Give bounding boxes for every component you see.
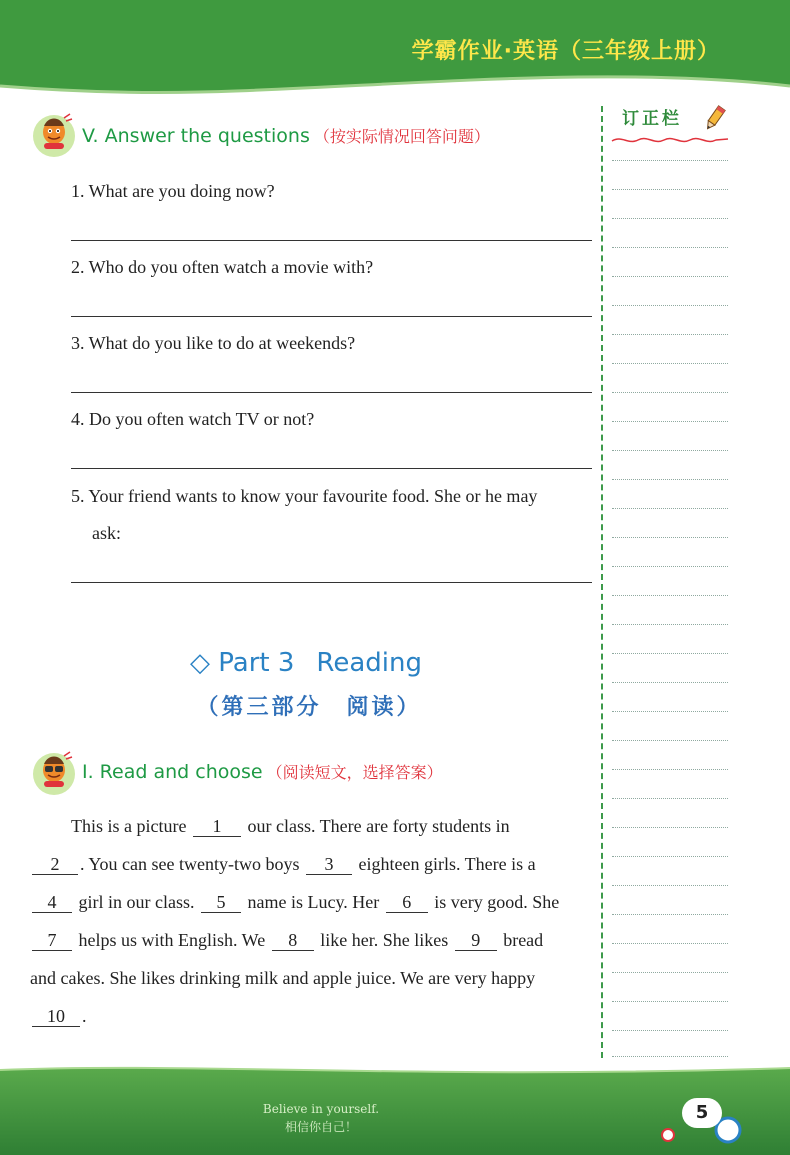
question-2: 2. Who do you often watch a movie with? (71, 257, 374, 277)
header-band (0, 0, 790, 100)
correction-line (612, 479, 728, 480)
correction-line (612, 653, 728, 654)
correction-line (612, 914, 728, 915)
part-3-subtitle: （第三部分 阅读） (196, 694, 422, 720)
correction-line (612, 363, 728, 364)
correction-line (612, 943, 728, 944)
correction-lines (612, 160, 728, 1060)
passage-line-1 (71, 816, 510, 837)
passage-line-4 (30, 930, 543, 951)
correction-line (612, 972, 728, 973)
question-1: 1. What are you doing now? (71, 181, 275, 201)
question-5: 5. Your friend wants to know your favourite food. She or he may (71, 486, 538, 506)
answer-line-5[interactable] (71, 582, 592, 583)
correction-line (612, 392, 728, 393)
answer-line-4[interactable] (71, 468, 592, 469)
correction-line (612, 624, 728, 625)
passage-text: bread (503, 930, 544, 950)
passage-text: This is a picture (71, 816, 187, 836)
footer-band (0, 1062, 790, 1155)
correction-line (612, 798, 728, 799)
correction-line (612, 276, 728, 277)
part-3-name: Reading (316, 648, 422, 678)
question-4: 4. Do you often watch TV or not? (71, 409, 315, 429)
passage-text: our class. There are forty students in (247, 816, 510, 836)
motto-chinese: 相信你自己！ (284, 1120, 357, 1134)
correction-line (612, 160, 728, 161)
passage-line-5: and cakes. She likes drinking milk and apple juice. We are very happy (30, 968, 536, 988)
answer-line-3[interactable] (71, 392, 592, 393)
question-3: 3. What do you like to do at weekends? (71, 333, 356, 353)
correction-line (612, 856, 728, 857)
passage-line-2 (30, 854, 536, 875)
answer-line-1[interactable] (71, 240, 592, 241)
section-v-title: V. Answer the questions (82, 125, 310, 147)
correction-line (612, 769, 728, 770)
section-i-subtitle: （阅读短文，选择答案） (266, 763, 443, 782)
blank-9[interactable]: 9 (455, 930, 497, 951)
part-3-heading (0, 648, 612, 678)
pencil-icon (703, 104, 727, 132)
book-title: 学霸作业·英语（三年级上册） (411, 39, 720, 64)
blank-7[interactable]: 7 (32, 930, 72, 951)
blank-2[interactable]: 2 (32, 854, 78, 875)
motto-english: Believe in yourself. (262, 1102, 380, 1116)
column-divider (601, 106, 603, 1058)
correction-line (612, 247, 728, 248)
correction-line (612, 537, 728, 538)
page-number: 5 (682, 1098, 722, 1128)
passage-text: like her. She likes (320, 930, 449, 950)
correction-wave-decoration (610, 133, 730, 147)
correction-line (612, 218, 728, 219)
section-i-title: I. Read and choose (82, 761, 263, 783)
correction-line (612, 508, 728, 509)
blank-10[interactable]: 10 (32, 1006, 80, 1027)
correction-line (612, 189, 728, 190)
section-v-heading (82, 124, 490, 147)
footer-motto (256, 1100, 386, 1136)
blank-5[interactable]: 5 (201, 892, 241, 913)
passage-text: . You can see twenty-two boys (80, 854, 300, 874)
blank-4[interactable]: 4 (32, 892, 72, 913)
correction-line (612, 1001, 728, 1002)
diamond-icon: ◇ (190, 648, 211, 678)
mascot-icon (30, 748, 78, 796)
correction-line (612, 450, 728, 451)
passage-line-6 (30, 1006, 87, 1027)
passage-text: is very good. She (434, 892, 560, 912)
section-i-heading (82, 760, 443, 783)
correction-line (612, 1056, 728, 1057)
question-5-continuation: ask: (92, 523, 121, 543)
passage-text: . (82, 1006, 87, 1026)
answer-line-2[interactable] (71, 316, 592, 317)
correction-line (612, 421, 728, 422)
blank-8[interactable]: 8 (272, 930, 314, 951)
correction-line (612, 1030, 728, 1031)
correction-line (612, 711, 728, 712)
passage-text: name is Lucy. Her (247, 892, 380, 912)
passage-text: helps us with English. We (78, 930, 266, 950)
passage-line-3 (30, 892, 559, 913)
correction-line (612, 885, 728, 886)
correction-line (612, 595, 728, 596)
blank-1[interactable]: 1 (193, 816, 241, 837)
section-v-subtitle: （按实际情况回答问题） (313, 127, 490, 146)
part-3-label: Part 3 (218, 648, 295, 678)
correction-line (612, 566, 728, 567)
correction-line (612, 740, 728, 741)
correction-line (612, 334, 728, 335)
mascot-icon (30, 110, 78, 158)
correction-line (612, 305, 728, 306)
correction-line (612, 682, 728, 683)
correction-column-label: 订正栏 (622, 109, 682, 129)
correction-line (612, 827, 728, 828)
passage-text: eighteen girls. There is a (358, 854, 536, 874)
passage-text: girl in our class. (78, 892, 195, 912)
blank-6[interactable]: 6 (386, 892, 428, 913)
blank-3[interactable]: 3 (306, 854, 352, 875)
